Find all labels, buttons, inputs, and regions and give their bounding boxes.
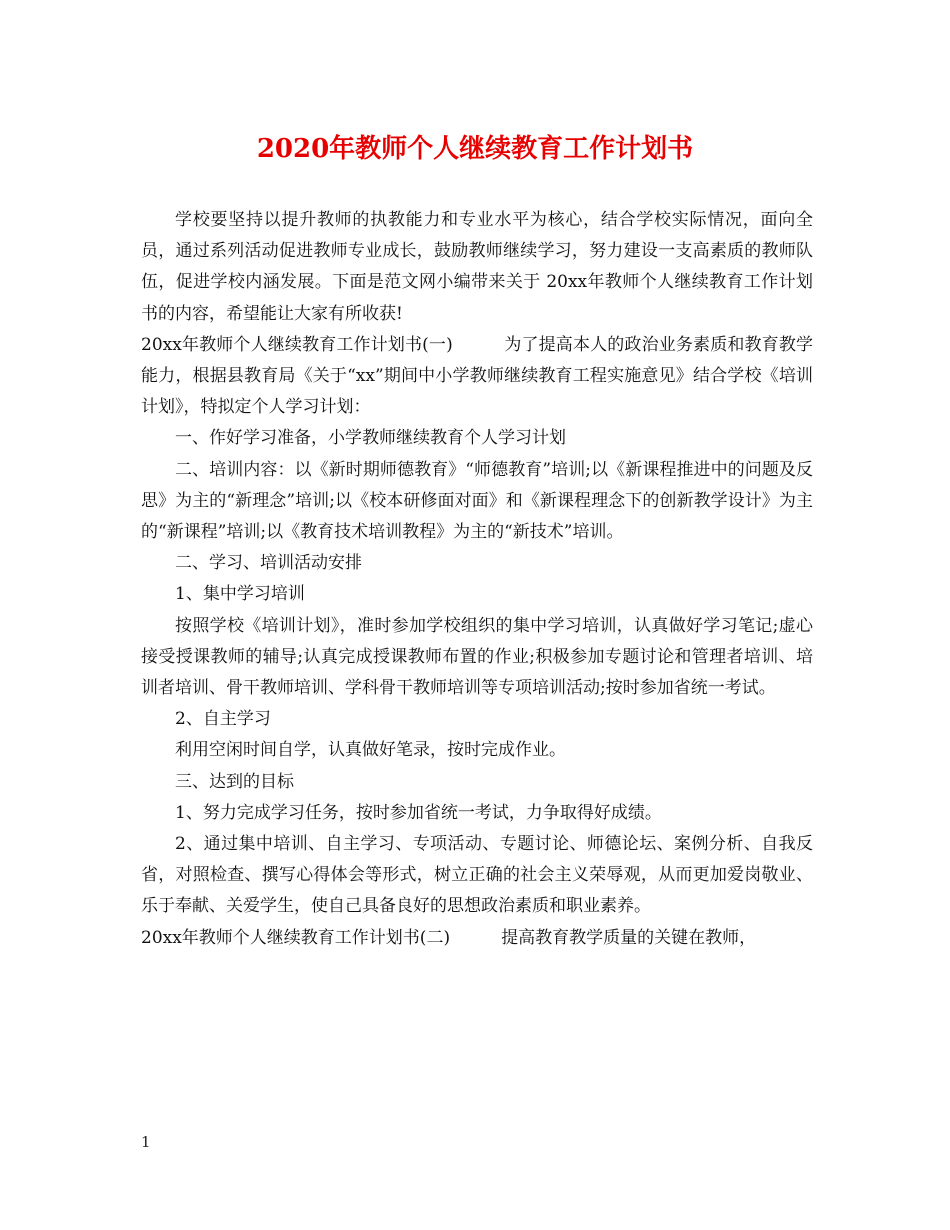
paragraph-centralized-detail: 按照学校《培训计划》，准时参加学校组织的集中学习培训，认真做好学习笔记;虚心接受授课教师的辅导;认真完成授课教师布置的作业;积极参加专题讨论和管理者培训、培训者培训、骨干教师培训、学科骨干教师培训等专项培训活动;按时参加省统一考试。 [141, 615, 813, 699]
paragraph-heading-self-study: 2、自主学习 [175, 709, 271, 730]
paragraph-self-study-detail: 利用空闲时间自学，认真做好笔录，按时完成作业。 [175, 740, 566, 761]
paragraph-heading-goals: 三、达到的目标 [175, 771, 294, 792]
document-title: 2020年教师个人继续教育工作计划书 [256, 134, 694, 164]
paragraph-heading-prepare: 一、作好学习准备，小学教师继续教育个人学习计划 [175, 428, 566, 449]
paragraph-training-content: 二、培训内容：以《新时期师德教育》“师德教育”培训;以《新课程推进中的问题及反思》为主的“新理念”培训;以《校本研修面对面》和《新课程理念下的创新教学设计》为主的“新课程”培训;以《教育技术培训教程》为主的“新技术”培训。 [141, 459, 813, 543]
document-body [141, 205, 813, 954]
paragraph-plan-one: 20xx年教师个人继续教育工作计划书(一) 为了提高本人的政治业务素质和教育教学能力，根据县教育局《关于“xx”期间中小学教师继续教育工程实施意见》结合学校《培训计划》，特拟定个人学习计划： [141, 334, 813, 418]
paragraph-goal-two: 2、通过集中培训、自主学习、专项活动、专题讨论、师德论坛、案例分析、自我反省，对照检查、撰写心得体会等形式，树立正确的社会主义荣辱观，从而更加爱岗敬业、乐于奉献、关爱学生，使自己具备良好的思想政治素质和职业素养。 [141, 834, 813, 917]
paragraph-plan-two: 20xx年教师个人继续教育工作计划书(二) 提高教育教学质量的关键在教师， [141, 927, 757, 948]
page-number: 1 [141, 1133, 151, 1151]
paragraph-intro: 学校要坚持以提升教师的执教能力和专业水平为核心，结合学校实际情况，面向全员，通过系列活动促进教师专业成长，鼓励教师继续学习，努力建设一支高素质的教师队伍，促进学校内涵发展。下面是范文网小编带来关于 20xx年教师个人继续教育工作计划书的内容，希望能让大家有所收获! [141, 210, 813, 324]
paragraph-goal-one: 1、努力完成学习任务，按时参加省统一考试，力争取得好成绩。 [175, 802, 662, 823]
paragraph-heading-arrangement: 二、学习、培训活动安排 [175, 553, 362, 574]
paragraph-heading-centralized: 1、集中学习培训 [175, 584, 305, 605]
